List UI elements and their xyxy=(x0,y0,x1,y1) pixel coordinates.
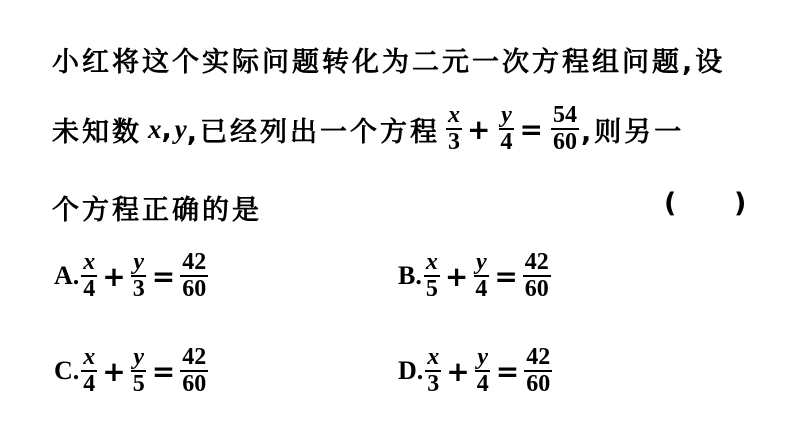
equals-sign: = xyxy=(151,259,176,293)
fraction-x xyxy=(446,103,462,155)
numerator: y xyxy=(131,345,146,372)
numerator: x xyxy=(81,345,97,372)
denominator: 5 xyxy=(425,276,438,303)
option-a[interactable] xyxy=(54,250,210,302)
variable-x: x xyxy=(148,113,162,144)
fraction-rhs xyxy=(180,345,208,397)
denominator: 3 xyxy=(132,276,145,303)
numerator: x xyxy=(81,250,97,277)
numerator: 42 xyxy=(523,250,551,277)
question-line-2-suffix: ,则另一 xyxy=(580,116,685,148)
equals-sign: = xyxy=(495,354,520,388)
denominator: 60 xyxy=(526,371,551,398)
equals-sign: = xyxy=(519,112,546,146)
option-label: D. xyxy=(398,356,424,386)
fraction-y xyxy=(498,103,514,155)
fraction-x xyxy=(425,345,441,397)
numerator: y xyxy=(475,345,490,372)
answer-paren-left: ( xyxy=(664,188,677,219)
equals-sign: = xyxy=(151,354,176,388)
denominator: 60 xyxy=(552,129,577,156)
denominator: 60 xyxy=(182,276,207,303)
numerator: y xyxy=(474,250,489,277)
plus-sign: + xyxy=(102,354,126,388)
fraction-y xyxy=(131,345,147,397)
question-line-1: 小红将这个实际问题转化为二元一次方程组问题,设 xyxy=(52,47,726,78)
numerator: y xyxy=(499,103,514,130)
option-label: C. xyxy=(54,356,80,386)
fraction-y xyxy=(473,250,489,302)
option-d[interactable] xyxy=(398,345,554,397)
fraction-rhs xyxy=(523,250,551,302)
fraction-y xyxy=(131,250,147,302)
answer-paren-right: ) xyxy=(734,188,747,219)
denominator: 4 xyxy=(83,276,96,303)
given-equation-intro: ,已经列出一个方程 xyxy=(186,116,441,148)
numerator: 42 xyxy=(180,345,208,372)
fraction-x xyxy=(424,250,440,302)
numerator: 42 xyxy=(524,345,552,372)
equals-sign: = xyxy=(494,259,518,293)
fraction-rhs xyxy=(524,345,552,397)
fraction-rhs xyxy=(180,250,208,302)
denominator: 60 xyxy=(182,371,207,398)
denominator: 3 xyxy=(427,371,440,398)
denominator: 60 xyxy=(524,276,549,303)
plus-sign: + xyxy=(446,354,470,388)
option-b[interactable] xyxy=(398,250,553,302)
denominator: 4 xyxy=(476,371,489,398)
option-c[interactable] xyxy=(54,345,210,397)
numerator: 54 xyxy=(551,103,579,130)
plus-sign: + xyxy=(467,112,494,146)
variable-y: y xyxy=(174,113,187,144)
denominator: 4 xyxy=(83,371,96,398)
denominator: 5 xyxy=(132,371,145,398)
plus-sign: + xyxy=(444,259,469,293)
question-line-2 xyxy=(52,103,684,155)
unknowns-text: 未知数 xyxy=(52,116,142,148)
denominator: 4 xyxy=(475,276,488,303)
numerator: x xyxy=(425,345,441,372)
comma-separator: , xyxy=(161,113,175,145)
numerator: x xyxy=(446,103,462,130)
question-line-3: 个方程正确的是 xyxy=(52,195,262,226)
plus-sign: + xyxy=(102,259,126,293)
given-equation xyxy=(444,103,581,155)
fraction-x xyxy=(81,250,97,302)
denominator: 4 xyxy=(500,129,513,156)
fraction-y xyxy=(475,345,491,397)
denominator: 3 xyxy=(448,129,461,156)
option-label: A. xyxy=(54,261,80,291)
option-label: B. xyxy=(398,261,422,291)
fraction-x xyxy=(81,345,97,397)
numerator: 42 xyxy=(180,250,208,277)
numerator: y xyxy=(131,250,146,277)
fraction-rhs xyxy=(551,103,579,155)
numerator: x xyxy=(424,250,440,277)
